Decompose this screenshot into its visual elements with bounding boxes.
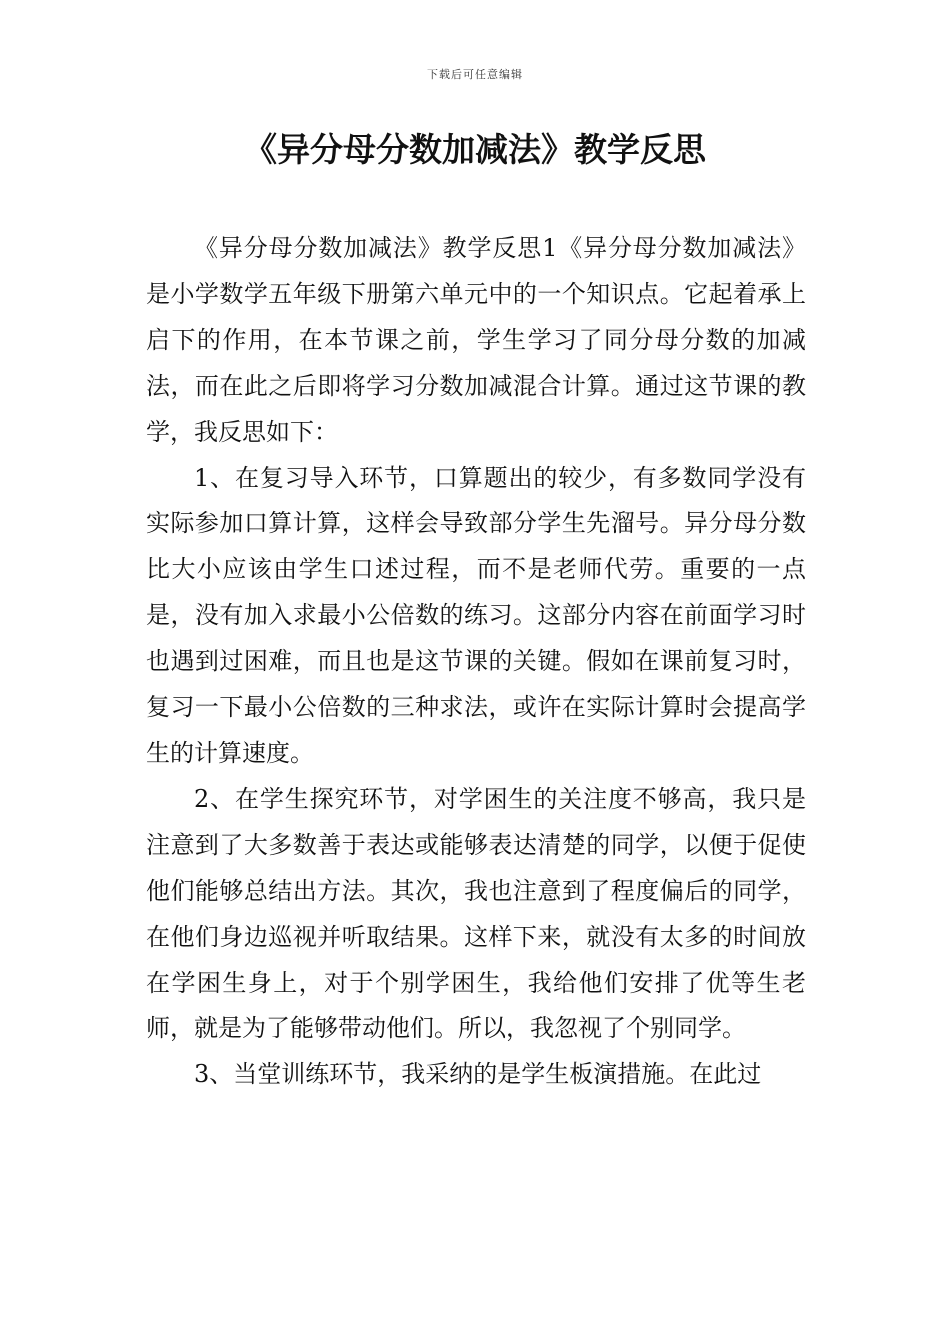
paragraph-point-2: 2、在学生探究环节，对学困生的关注度不够高，我只是注意到了大多数善于表达或能够表达清楚的同学，以便于促使他们能够总结出方法。其次，我也注意到了程度偏后的同学，在他们身边巡视并听取结果。这样下来，就没有太多的时间放在学困生身上，对于个别学困生，我给他们安排了优等生老师，就是为了能够带动他们。所以，我忽视了个别同学。 <box>146 784 806 1043</box>
paragraph-intro: 《异分母分数加减法》教学反思1《异分母分数加减法》是小学数学五年级下册第六单元中的一个知识点。它起着承上启下的作用，在本节课之前，学生学习了同分母分数的加减法，而在此之后即将学习分数加减混合计算。通过这节课的教学，我反思如下： <box>146 234 806 446</box>
document-title: 《异分母分数加减法》教学反思 <box>244 130 706 169</box>
paragraph-point-1: 1、在复习导入环节，口算题出的较少，有多数同学没有实际参加口算计算，这样会导致部分学生先溜号。异分母分数比大小应该由学生口述过程，而不是老师代劳。重要的一点是，没有加入求最小公倍数的练习。这部分内容在前面学习时也遇到过困难，而且也是这节课的关键。假如在课前复习时，复习一下最小公倍数的三种求法，或许在实际计算时会提高学生的计算速度。 <box>146 463 806 767</box>
paragraph-point-3: 3、当堂训练环节，我采纳的是学生板演措施。在此过 <box>194 1060 762 1089</box>
header-note: 下载后可任意编辑 <box>427 68 523 81</box>
document-body <box>146 226 806 1098</box>
